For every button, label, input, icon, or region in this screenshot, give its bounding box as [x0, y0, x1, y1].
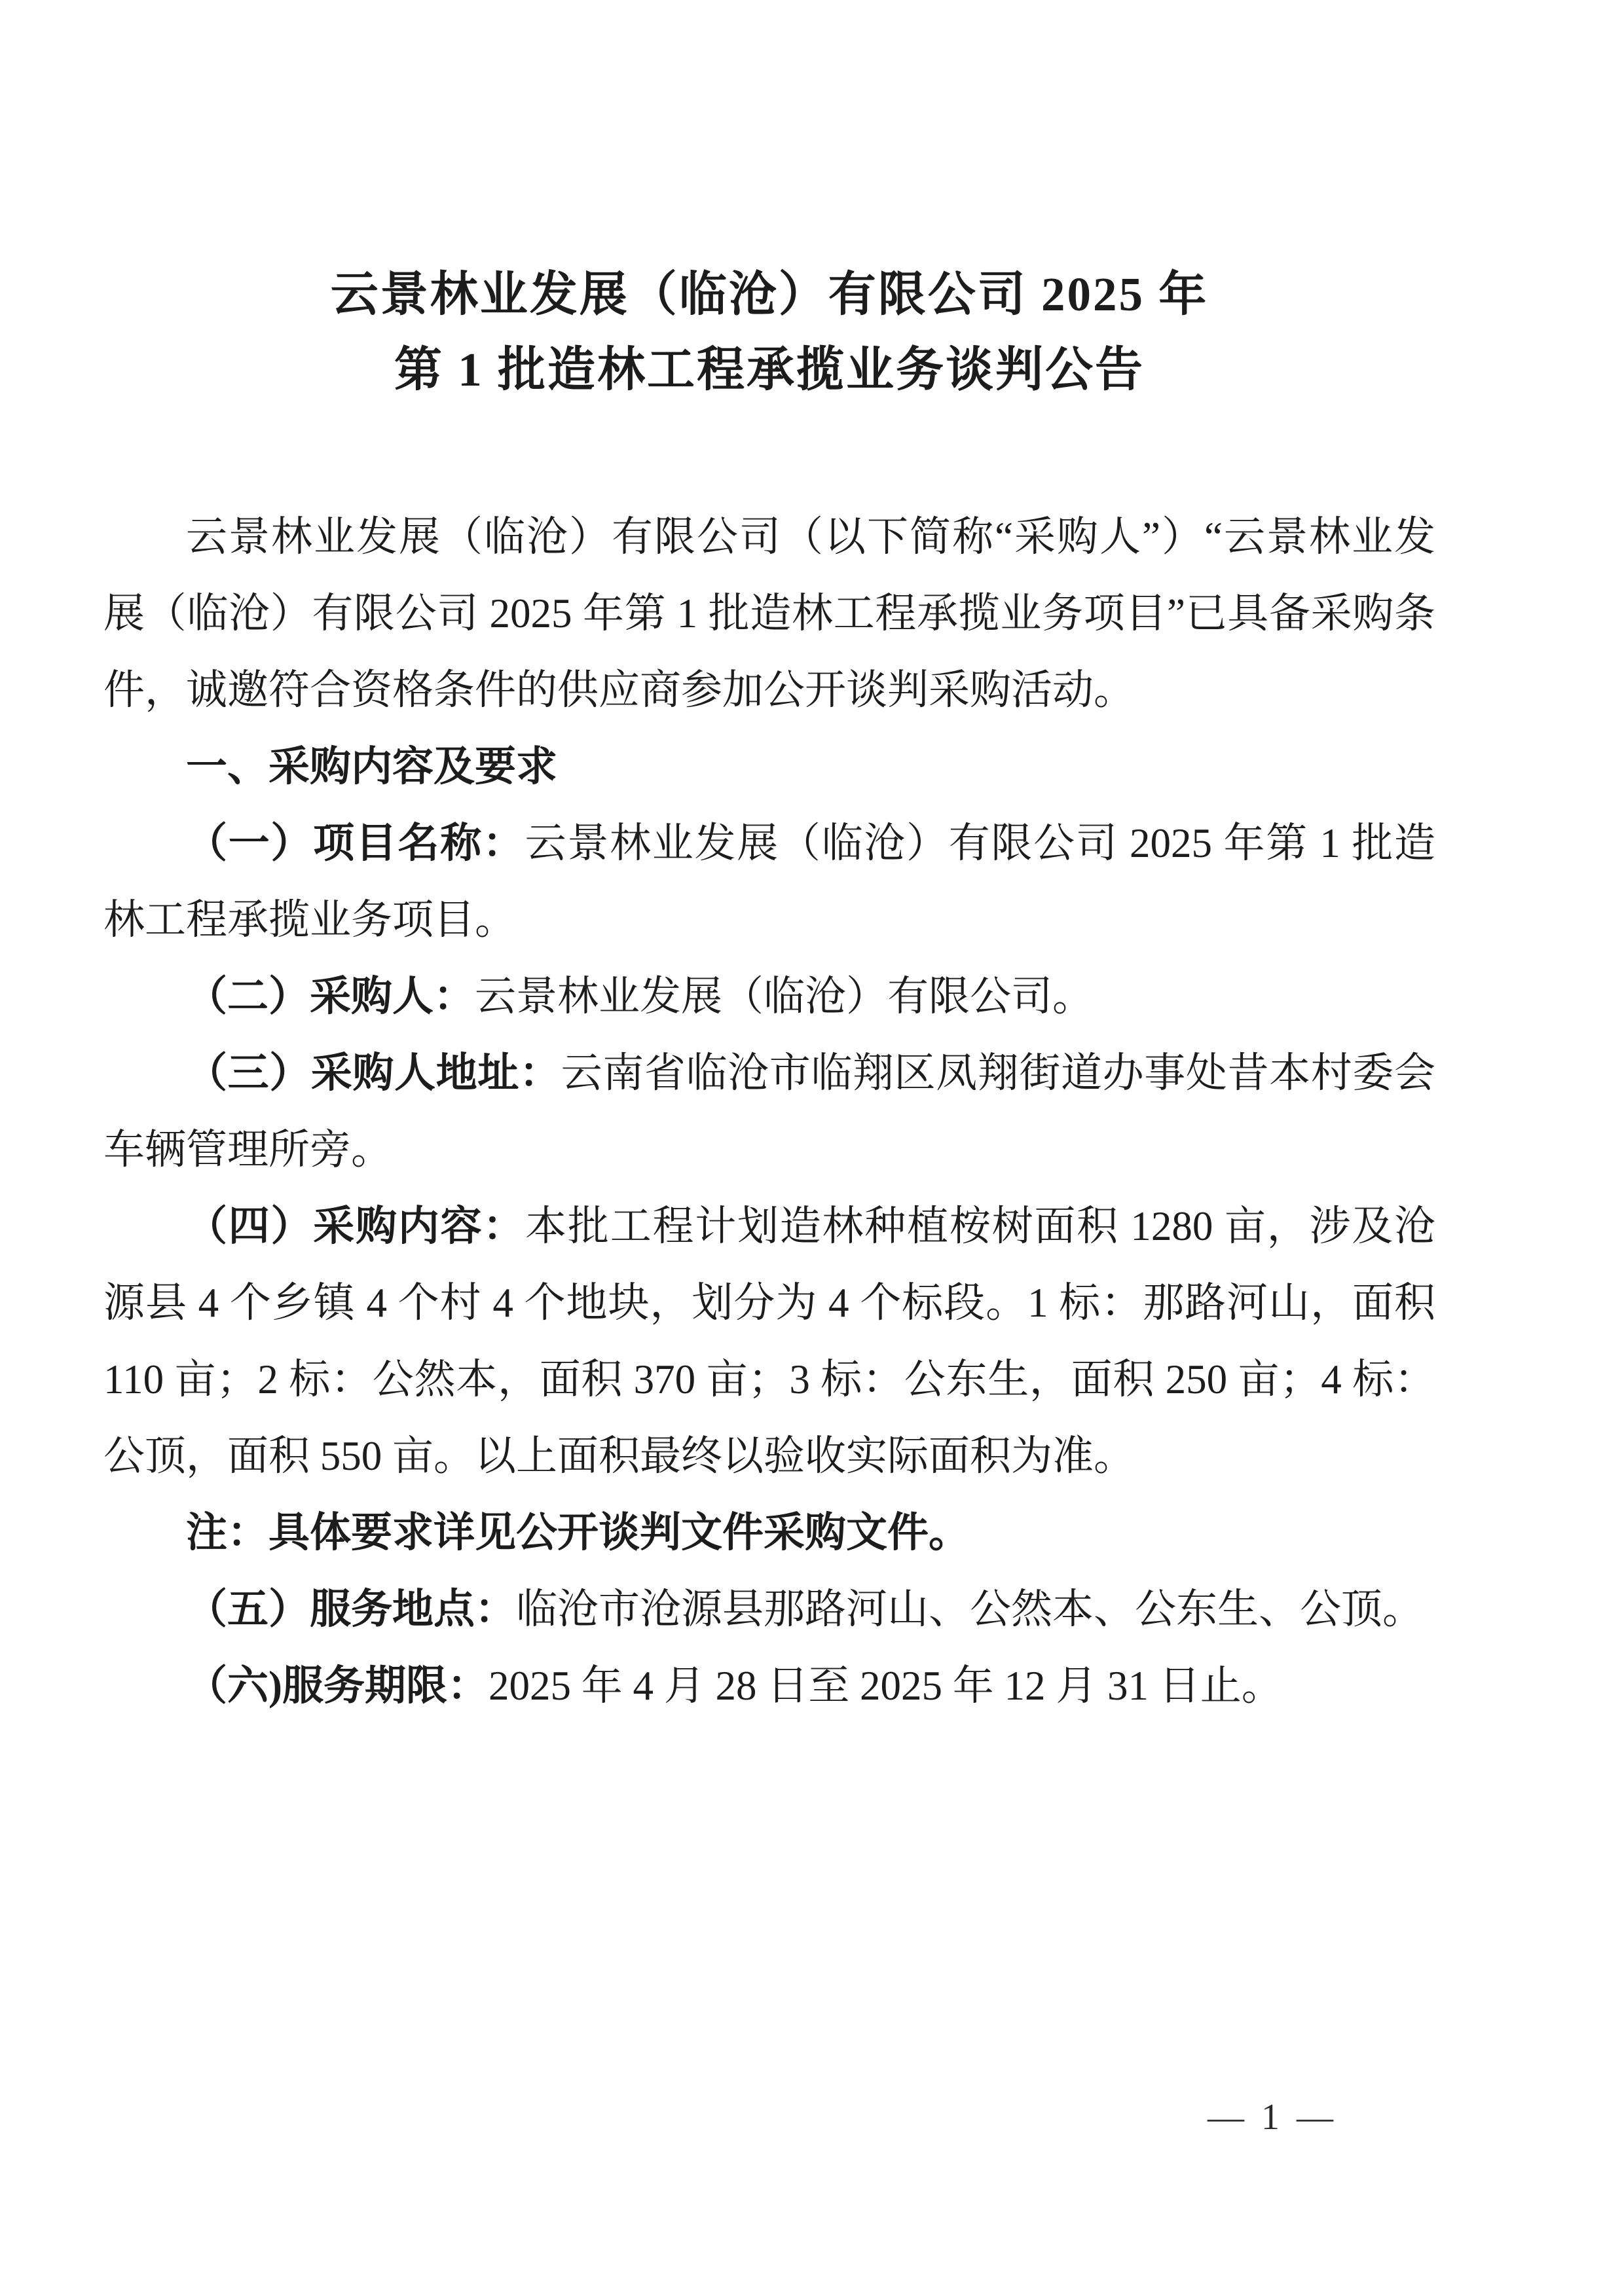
intro-paragraph: 云景林业发展（临沧）有限公司（以下简称“采购人”）“云景林业发展（临沧）有限公司 2025 年第 1 批造林工程承揽业务项目”已具备采购条件，诚邀符合资格条件的供应商参加公开谈判采购活动。 [103, 514, 1435, 713]
item-purchaser-text: 云景林业发展（临沧）有限公司。 [475, 974, 1094, 1019]
item-purchaser-address-text: 云南省临沧市临翔区凤翔街道办事处昔本村委会车辆管理所旁。 [103, 1050, 1436, 1173]
item-purchaser-address-label: （三）采购人地址： [186, 1050, 561, 1096]
item-project-name [103, 805, 1435, 958]
item-project-name-label: （一）项目名称： [186, 820, 525, 866]
note-label: 注： [186, 1510, 268, 1556]
note-text: 具体要求详见公开谈判文件采购文件。 [268, 1510, 970, 1556]
item-purchaser [103, 958, 1435, 1035]
item-service-period [103, 1648, 1435, 1724]
title-line-1: 云景林业发展（临沧）有限公司 2025 年 [330, 268, 1209, 321]
item-purchaser-address [103, 1035, 1435, 1188]
title-line-2: 第 1 批造林工程承揽业务谈判公告 [394, 343, 1145, 396]
item-procurement-content-label: （四）采购内容： [186, 1203, 526, 1249]
item-service-period-label: （六)服务期限： [186, 1663, 489, 1709]
item-service-location-text: 临沧市沧源县那路河山、公然本、公东生、公顶。 [516, 1586, 1424, 1632]
document-body [103, 499, 1435, 1724]
item-service-period-text: 2025 年 4 月 28 日至 2025 年 12 月 31 日止。 [488, 1663, 1283, 1709]
item-service-location [103, 1571, 1435, 1648]
item-project-name-text: 云景林业发展（临沧）有限公司 2025 年第 1 批造林工程承揽业务项目。 [103, 820, 1436, 943]
item-purchaser-label: （二）采购人： [186, 974, 475, 1019]
note-paragraph [103, 1495, 1435, 1571]
item-procurement-content-text: 本批工程计划造林种植桉树面积 1280 亩，涉及沧源县 4 个乡镇 4 个村 4 个地块，划分为 4 个标段。1 标：那路河山，面积 110 亩；2 标：公然本，面积 370 亩；3 标：公东生，面积 250 亩；4 标：公顶，面积 550 亩。以上面积最终以验收实际面积为准。 [103, 1203, 1436, 1479]
document-title [103, 257, 1435, 407]
item-procurement-content [103, 1188, 1435, 1495]
page-number: — 1 — [1208, 2097, 1337, 2138]
section-heading: 一、采购内容及要求 [186, 744, 557, 790]
item-service-location-label: （五）服务地点： [186, 1586, 516, 1632]
document-content [103, 257, 1435, 1724]
